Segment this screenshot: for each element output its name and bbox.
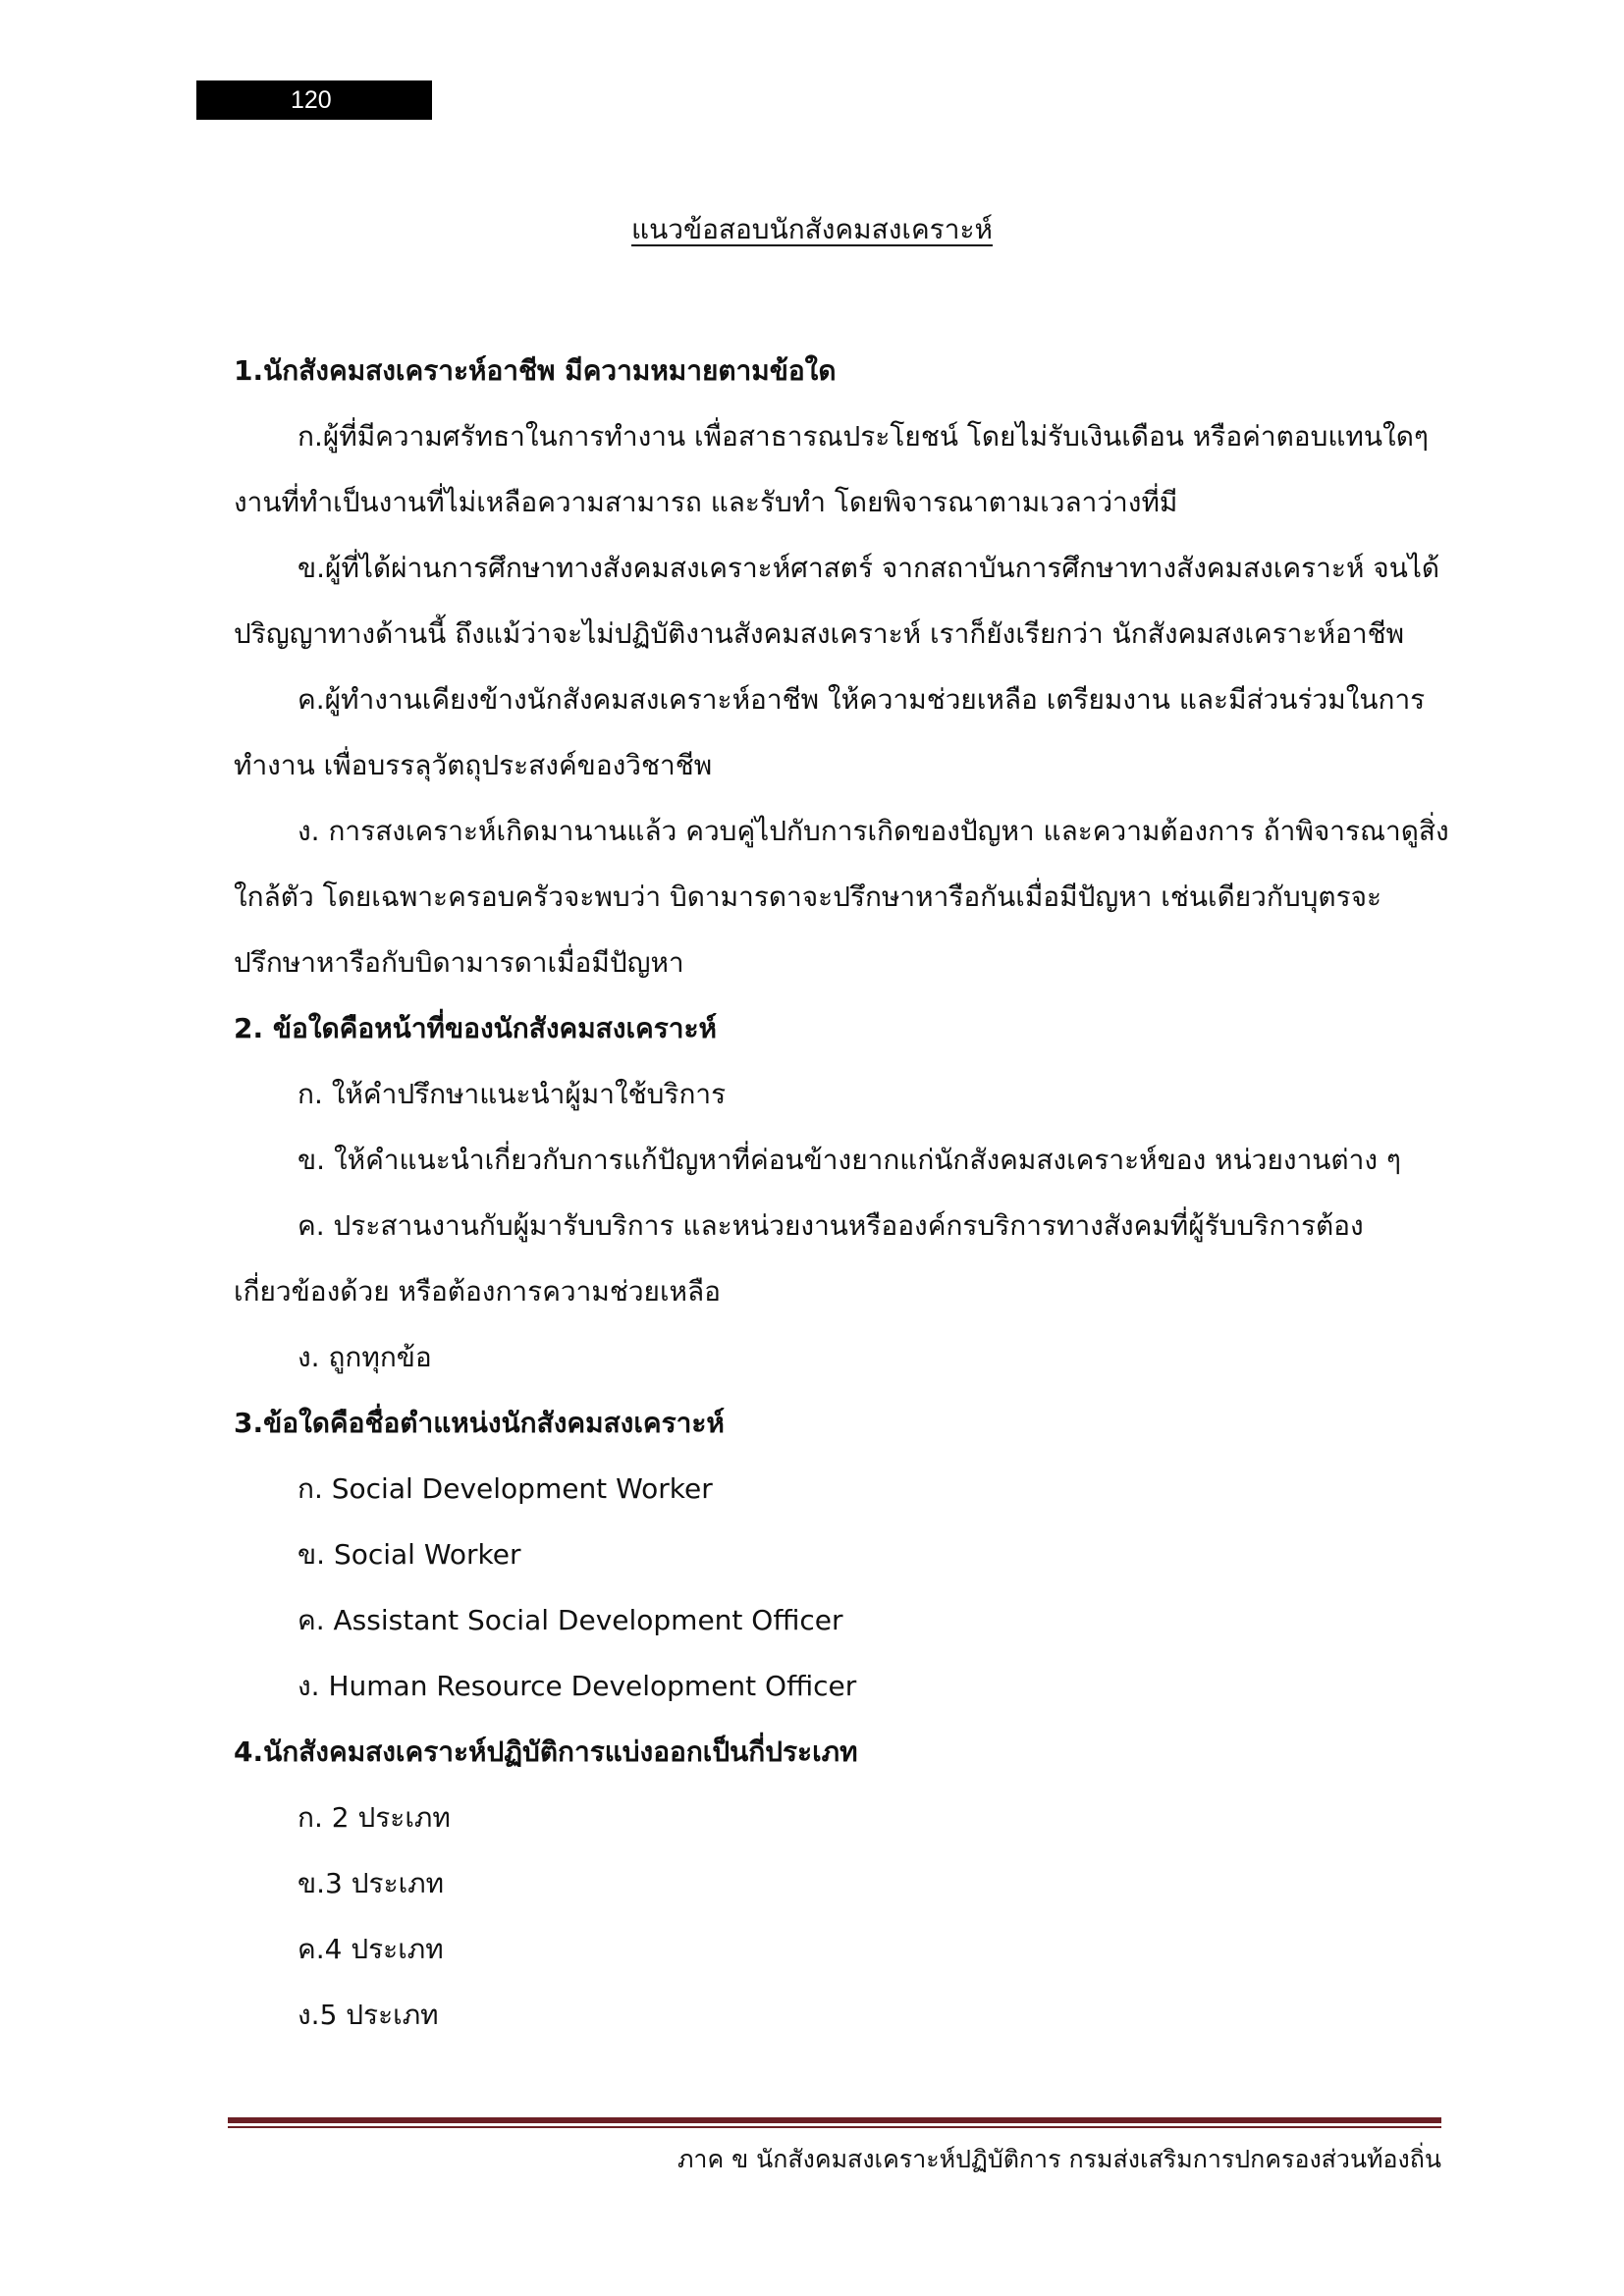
choice-option — [234, 1653, 1432, 1719]
choice-option — [234, 1916, 1432, 1982]
question-text: 4.นักสังคมสงเคราะห์ปฏิบัติการแบ่งออกเป็นกี่ประเภท — [234, 1735, 858, 1768]
question-text: 1.นักสังคมสงเคราะห์อาชีพ มีความหมายตามข้อใด — [234, 354, 837, 387]
question-list — [234, 338, 1449, 2048]
choice-text: ง. ถูกทุกข้อ — [298, 1341, 432, 1373]
question-text: 3.ข้อใดคือชื่อตำแหน่งนักสังคมสงเคราะห์ — [234, 1407, 725, 1439]
choice-text: ข.ผู้ที่ได้ผ่านการศึกษาทางสังคมสงเคราะห์ศาสตร์ จากสถาบันการศึกษาทางสังคมสงเคราะห์ จนได้ — [298, 552, 1440, 584]
question-block — [234, 995, 1432, 1390]
choice-option — [234, 1522, 1432, 1587]
choice-option — [234, 667, 1432, 798]
choice-text: ก. ให้คำปรึกษาแนะนำผู้มาใช้บริการ — [298, 1078, 727, 1110]
choice-text: ง. การสงเคราะห์เกิดมานานแล้ว ควบคู่ไปกับการเกิดของปัญหา และความต้องการ ถ้าพิจารณาดูสิ่ง — [298, 815, 1449, 847]
footer-divider-thin — [228, 2126, 1441, 2128]
page-footer: ภาค ข นักสังคมสงเคราะห์ปฏิบัติการ กรมส่งเสริมการปกครองส่วนท้องถิ่น — [677, 2145, 1441, 2173]
choice-option — [234, 535, 1440, 667]
choice-text: ก.ผู้ที่มีความศรัทธาในการทำงาน เพื่อสาธารณประโยชน์ โดยไม่รับเงินเดือน หรือค่าตอบแทนใดๆ — [298, 420, 1429, 453]
choice-text: ค.ผู้ทำงานเคียงข้างนักสังคมสงเคราะห์อาชีพ ให้ความช่วยเหลือ เตรียมงาน และมีส่วนร่วมในการ — [298, 683, 1426, 716]
choice-text: ข. Social Worker — [298, 1538, 521, 1571]
question-block — [234, 1719, 1432, 2048]
choice-option — [234, 1061, 1432, 1127]
choice-text: ก. Social Development Worker — [298, 1472, 713, 1505]
choice-text-continued: เกี่ยวข้องด้วย หรือต้องการความช่วยเหลือ — [234, 1275, 721, 1308]
choice-text: ง.5 ประเภท — [298, 1999, 439, 2031]
choice-option — [234, 1982, 1432, 2048]
choice-option — [234, 1785, 1432, 1850]
choice-text: ง. Human Resource Development Officer — [298, 1670, 857, 1702]
document-title: แนวข้อสอบนักสังคมสงเคราะห์ — [631, 213, 993, 245]
choice-text: ก. 2 ประเภท — [298, 1801, 451, 1834]
choice-text: ข. ให้คำแนะนำเกี่ยวกับการแก้ปัญหาที่ค่อนข้างยากแก่นักสังคมสงเคราะห์ของ หน่วยงานต่าง ๆ — [298, 1144, 1401, 1176]
choice-option — [234, 1324, 1432, 1390]
choice-text-continued: ใกล้ตัว โดยเฉพาะครอบครัวจะพบว่า บิดามารดาจะปรึกษาหารือกันเมื่อมีปัญหา เช่นเดียวกับบุตรจะ — [234, 881, 1382, 913]
choice-option — [234, 403, 1432, 535]
choice-option — [234, 1850, 1432, 1916]
question-text: 2. ข้อใดคือหน้าที่ของนักสังคมสงเคราะห์ — [234, 1012, 717, 1044]
choice-text: ค.4 ประเภท — [298, 1933, 444, 1965]
choice-option — [234, 1587, 1432, 1653]
footer-divider — [228, 2117, 1441, 2128]
choice-text: ค. Assistant Social Development Officer — [298, 1604, 843, 1636]
choice-option — [234, 1193, 1432, 1324]
choice-text: ค. ประสานงานกับผู้มารับบริการ และหน่วยงานหรือองค์กรบริการทางสังคมที่ผู้รับบริการต้อง — [298, 1209, 1364, 1242]
page-number: 120 — [196, 80, 432, 120]
choice-text-continued: ทำงาน เพื่อบรรลุวัตถุประสงค์ของวิชาชีพ — [234, 749, 713, 781]
choice-text-continued: ปริญญาทางด้านนี้ ถึงแม้ว่าจะไม่ปฏิบัติงานสังคมสงเคราะห์ เราก็ยังเรียกว่า นักสังคมสงเคราะห์อาชีพ — [234, 617, 1405, 650]
question-block — [234, 1390, 1432, 1719]
choice-text: ข.3 ประเภท — [298, 1867, 445, 1899]
choice-text-continued: งานที่ทำเป็นงานที่ไม่เหลือความสามารถ และรับทำ โดยพิจารณาตามเวลาว่างที่มี — [234, 486, 1178, 518]
footer-divider-thick — [228, 2117, 1441, 2123]
choice-text-continued: ปรึกษาหารือกับบิดามารดาเมื่อมีปัญหา — [234, 946, 684, 979]
choice-option — [234, 1456, 1432, 1522]
question-block — [234, 338, 1449, 995]
choice-option — [234, 1127, 1432, 1193]
choice-option — [234, 798, 1449, 995]
